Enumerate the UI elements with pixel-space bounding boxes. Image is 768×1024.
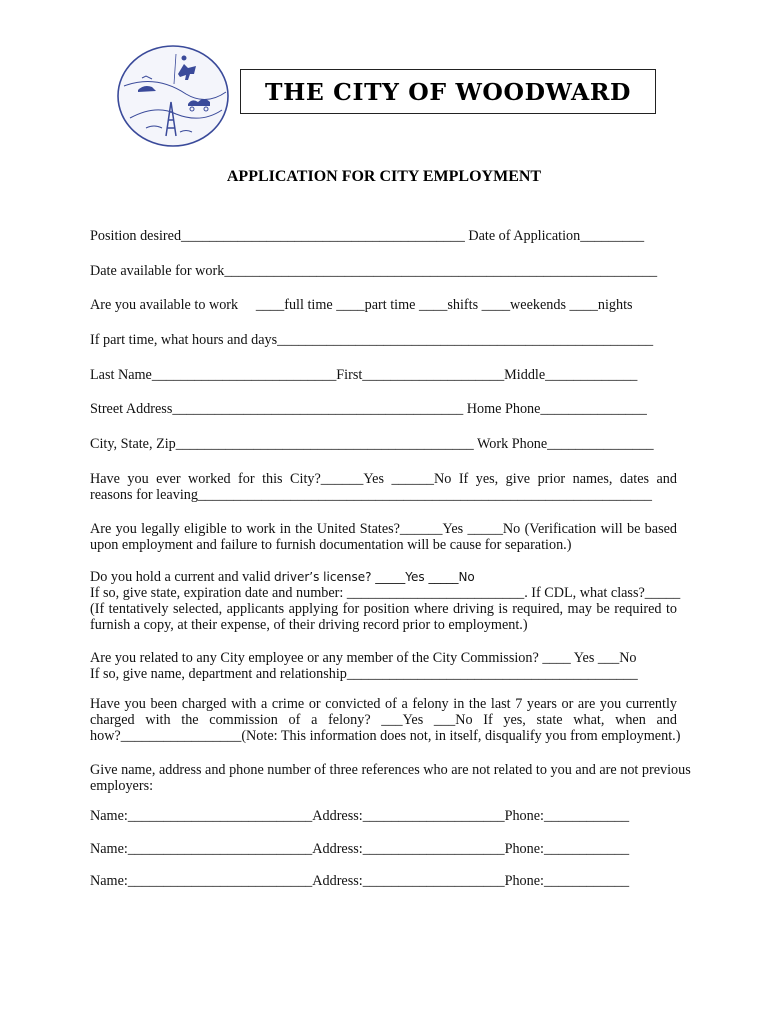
page-title: THE CITY OF WOODWARD	[264, 77, 631, 106]
form-heading: APPLICATION FOR CITY EMPLOYMENT	[226, 168, 542, 185]
part-time-line[interactable]: If part time, what hours and days_____________________________________________________	[90, 332, 654, 348]
related-line-1[interactable]: Are you related to any City employee or any member of the City Commission? ____ Yes ___No	[90, 650, 637, 666]
crime-line-2[interactable]: charged with the commission of a felony? ___Yes ___No If yes, state what, when and	[90, 712, 677, 728]
street-address-line[interactable]: Street Address_________________________________________ Home Phone_______________	[90, 401, 647, 417]
title-box	[240, 69, 656, 114]
references-instructions	[90, 762, 691, 794]
license-line-3: (If tentatively selected, applicants applying for position where driving is required, may be required to	[90, 601, 677, 617]
availability-line[interactable]: Are you available to work ____full time ____part time ____shifts ____weekends ____nights	[90, 297, 633, 313]
city-seal-icon	[116, 44, 230, 148]
eligible-line-2: upon employment and failure to furnish documentation will be cause for separation.)	[90, 537, 572, 553]
position-line[interactable]: Position desired________________________________________ Date of Application_________	[90, 228, 645, 244]
name-line[interactable]: Last Name__________________________First____________________Middle_____________	[90, 367, 638, 383]
reference-line[interactable]: Name:__________________________Address:____________________Phone:____________	[90, 808, 630, 824]
related-line-2[interactable]: If so, give name, department and relationship_________________________________________	[90, 666, 638, 682]
reference-line[interactable]: Name:__________________________Address:____________________Phone:____________	[90, 873, 630, 889]
refs-line-1: Give name, address and phone number of three references who are not related to you and are not previous	[90, 762, 691, 778]
city-state-zip-line[interactable]: City, State, Zip__________________________________________ Work Phone_______________	[90, 436, 654, 452]
crime-line-1: Have you been charged with a crime or convicted of a felony in the last 7 years or are you currently	[90, 696, 677, 712]
worked-line-1[interactable]: Have you ever worked for this City?______Yes ______No If yes, give prior names, dates and	[90, 471, 677, 487]
refs-line-2: employers:	[90, 778, 154, 794]
date-available-line[interactable]: Date available for work_____________________________________________________________	[90, 263, 658, 279]
license-question	[90, 569, 681, 633]
eligible-line-1[interactable]: Are you legally eligible to work in the United States?______Yes _____No (Verification will be based	[90, 521, 677, 537]
related-question	[90, 650, 677, 682]
crime-question	[90, 696, 681, 744]
license-line-2[interactable]: If so, give state, expiration date and number: _________________________. If CDL, what class?_____	[90, 585, 681, 601]
license-line-1[interactable]	[90, 569, 677, 585]
eligibility-question	[90, 521, 677, 553]
worked-for-city-question	[90, 471, 677, 503]
reference-line[interactable]: Name:__________________________Address:____________________Phone:____________	[90, 841, 630, 857]
license-line-4: furnish a copy, at their expense, of their driving record prior to employment.)	[90, 617, 528, 633]
license-question-text: Do you hold a current and valid	[90, 569, 274, 585]
worked-line-2[interactable]: reasons for leaving________________________________________________________________	[90, 487, 652, 503]
crime-line-3[interactable]: how?_________________(Note: This information does not, in itself, disqualify you from employment.)	[90, 728, 681, 744]
license-question-options[interactable]: driver’s license? _____Yes _____No	[274, 570, 475, 584]
